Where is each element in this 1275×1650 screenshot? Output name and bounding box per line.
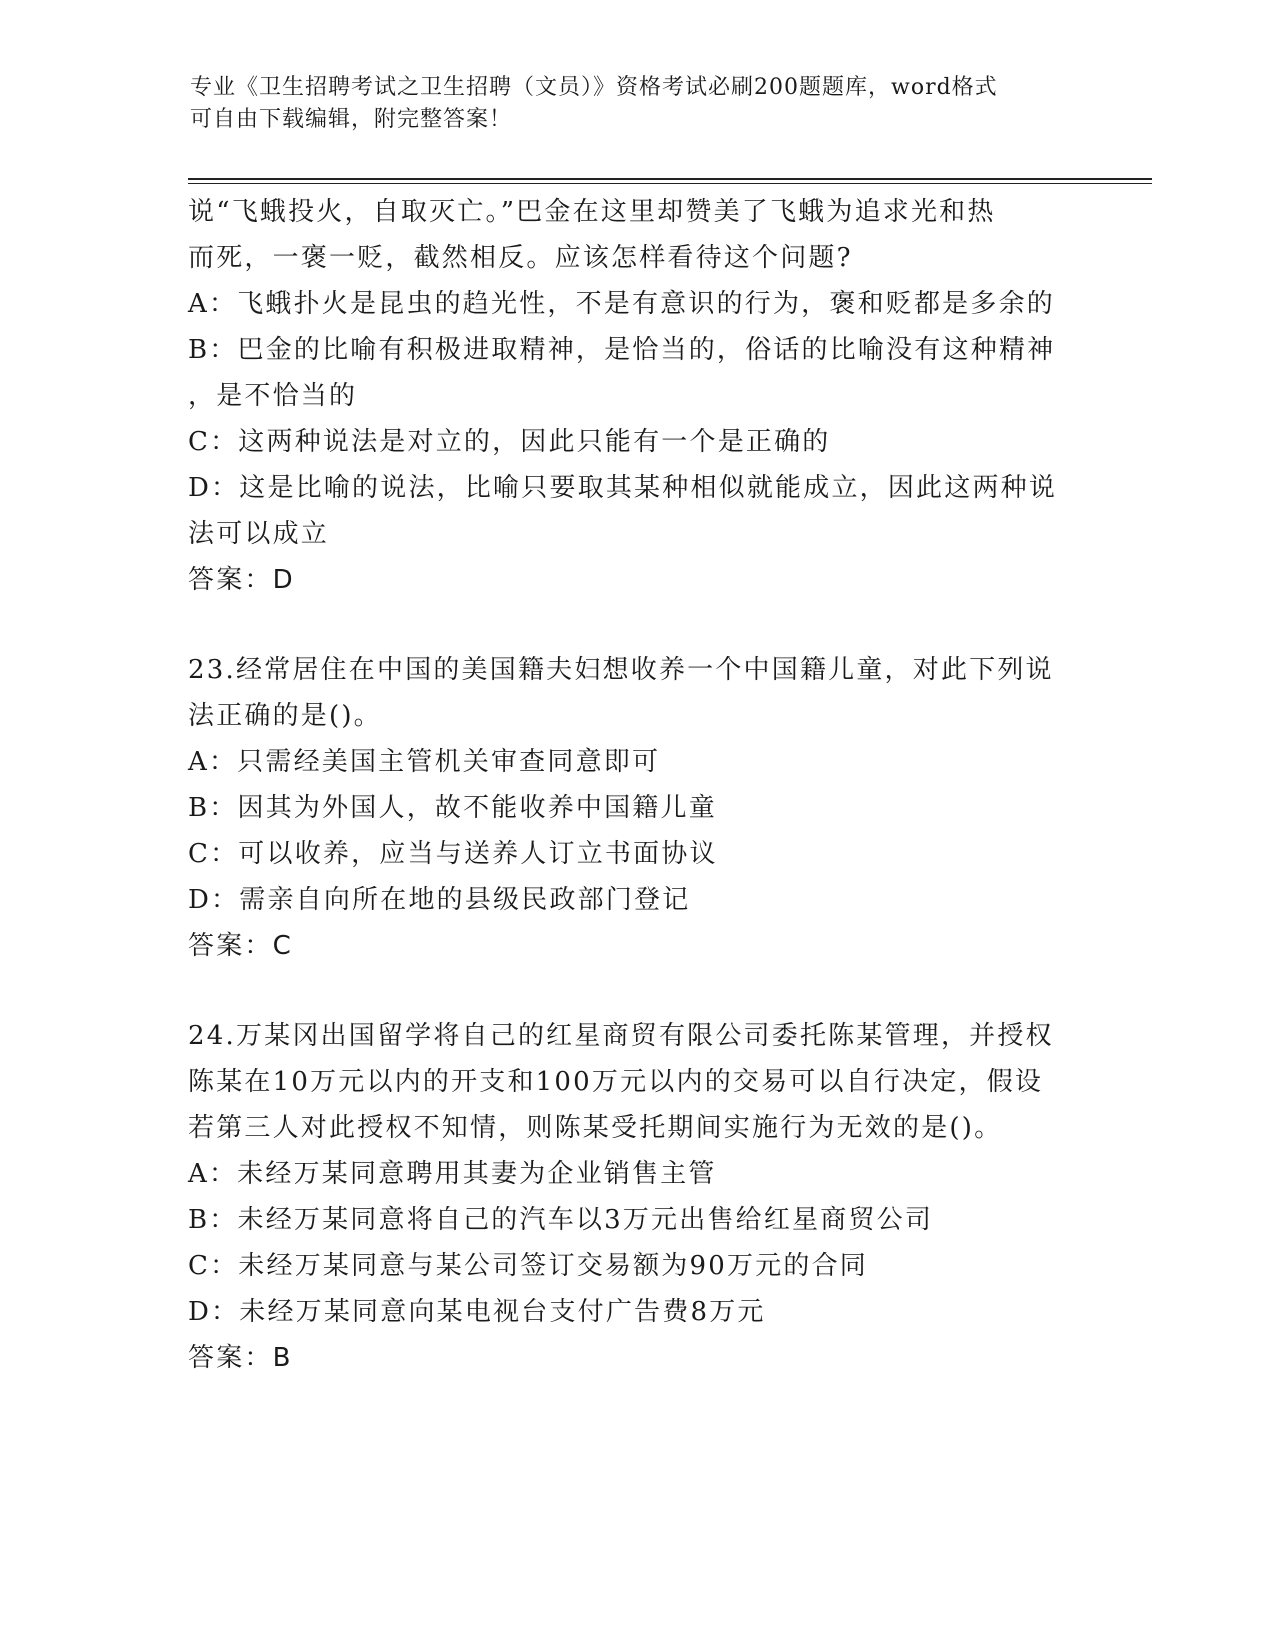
question-spacer: [188, 603, 1088, 647]
header-title-line-2: 可自由下载编辑，附完整答案！: [190, 107, 513, 132]
header-divider-thick: [188, 178, 1152, 180]
answer-line: 答案：C: [188, 931, 293, 961]
option-d-continued: 法可以成立: [188, 519, 330, 549]
option-a: A：未经万某同意聘用其妻为企业销售主管: [188, 1159, 717, 1189]
question-stem-line: 若第三人对此授权不知情，则陈某受托期间实施行为无效的是()。: [188, 1113, 1003, 1143]
question-22: [188, 189, 1088, 603]
option-b: B：巴金的比喻有积极进取精神，是恰当的，俗话的比喻没有这种精神: [188, 335, 1056, 365]
header-divider-thin: [188, 183, 1152, 184]
answer-line: 答案：D: [188, 565, 295, 595]
question-stem-line: 陈某在10万元以内的开支和100万元以内的交易可以自行决定，假设: [188, 1067, 1044, 1097]
option-a: A：飞蛾扑火是昆虫的趋光性，不是有意识的行为，褒和贬都是多余的: [188, 289, 1055, 319]
question-stem-line: 而死，一褒一贬，截然相反。应该怎样看待这个问题?: [188, 243, 853, 273]
answer-line: 答案：B: [188, 1343, 293, 1373]
question-stem-line: 23.经常居住在中国的美国籍夫妇想收养一个中国籍儿童，对此下列说: [188, 655, 1054, 685]
question-list: [188, 189, 1088, 1381]
option-b-continued: ，是不恰当的: [188, 381, 358, 411]
option-c: C：可以收养，应当与送养人订立书面协议: [188, 839, 718, 869]
question-24: [188, 1013, 1088, 1381]
option-c: C：未经万某同意与某公司签订交易额为90万元的合同: [188, 1251, 868, 1281]
question-stem-line: 法正确的是()。: [188, 701, 382, 731]
question-23: [188, 647, 1088, 969]
option-d: D：需亲自向所在地的县级民政部门登记: [188, 885, 691, 915]
option-d: D：这是比喻的说法，比喻只要取其某种相似就能成立，因此这两种说: [188, 473, 1058, 503]
question-spacer: [188, 969, 1088, 1013]
option-a: A：只需经美国主管机关审查同意即可: [188, 747, 661, 777]
question-stem-line: 说“飞蛾投火，自取灭亡。”巴金在这里却赞美了飞蛾为追求光和热: [188, 197, 996, 227]
page-header: [190, 72, 1070, 136]
question-stem-line: 24.万某冈出国留学将自己的红星商贸有限公司委托陈某管理，并授权: [188, 1021, 1054, 1051]
header-title-line-1: 专业《卫生招聘考试之卫生招聘（文员）》资格考试必刷200题题库，word格式: [190, 75, 998, 100]
option-b: B：因其为外国人，故不能收养中国籍儿童: [188, 793, 717, 823]
option-b: B：未经万某同意将自己的汽车以3万元出售给红星商贸公司: [188, 1205, 934, 1235]
option-c: C：这两种说法是对立的，因此只能有一个是正确的: [188, 427, 831, 457]
option-d: D：未经万某同意向某电视台支付广告费8万元: [188, 1297, 766, 1327]
